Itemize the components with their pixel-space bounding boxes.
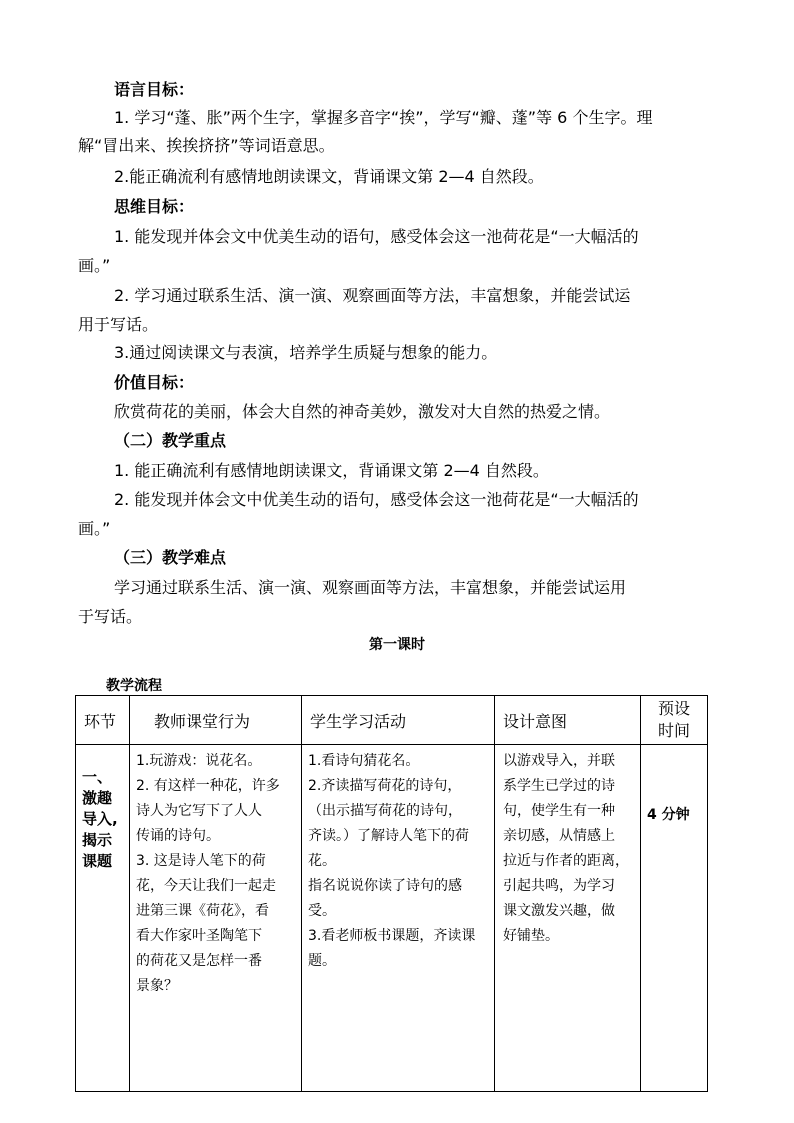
header-time-line-2: 时间 (657, 721, 690, 740)
header-stage: 环节 (76, 696, 130, 745)
design-line: 以游戏导入，并联 (503, 753, 615, 769)
language-goal-heading: 语言目标： (114, 80, 195, 99)
difficulties-heading: （三）教学难点 (114, 548, 227, 567)
key-point-2-cont: 画。” (78, 519, 111, 538)
student-line: 指名说说你读了诗句的感 (308, 878, 462, 894)
teacher-line: 传诵的诗句。 (136, 828, 220, 844)
thinking-goal-2: 2. 学习通过联系生活、演一演、观察画面等方法，丰富想象，并能尝试运 (114, 286, 631, 305)
teacher-line: 景象？ (136, 978, 178, 994)
teacher-line: 的荷花又是怎样一番 (136, 953, 262, 969)
student-cell (302, 745, 495, 1092)
stage-line: 导入, (82, 810, 118, 828)
thinking-goal-heading: 思维目标： (114, 197, 195, 216)
student-line: 题。 (308, 953, 336, 969)
teacher-line: 3. 这是诗人笔下的荷 (136, 853, 266, 869)
flow-label: 教学流程 (106, 678, 162, 694)
language-goal-2: 2.能正确流利有感情地朗读课文，背诵课文第 2—4 自然段。 (114, 167, 544, 186)
thinking-goal-2-cont: 用于写话。 (78, 315, 159, 334)
student-line: 1.看诗句猜花名。 (308, 753, 420, 769)
header-teacher: 教师课堂行为 (130, 696, 302, 745)
stage-line: 一、 (82, 768, 113, 786)
header-time (641, 696, 708, 745)
teacher-line: 进第三课《荷花》，看 (136, 903, 269, 919)
design-line: 系学生已学过的诗 (503, 778, 615, 794)
teacher-line: 花，今天让我们一起走 (136, 878, 276, 894)
student-line: 受。 (308, 903, 336, 919)
design-line: 句，使学生有一种 (503, 803, 615, 819)
table-row (76, 745, 708, 1092)
teaching-flow-table (75, 695, 708, 1092)
student-line: （出示描写荷花的诗句， (308, 803, 462, 819)
table-header-row (76, 696, 708, 745)
design-line: 亲切感，从情感上 (503, 828, 615, 844)
design-line: 拉近与作者的距离， (503, 853, 629, 869)
time-cell: 4 分钟 (641, 745, 708, 1092)
header-student: 学生学习活动 (302, 696, 495, 745)
teacher-line: 诗人为它写下了人人 (136, 803, 262, 819)
language-goal-1-cont: 解“冒出来、挨挨挤挤”等词语意思。 (78, 136, 335, 155)
teacher-line: 看大作家叶圣陶笔下 (136, 928, 262, 944)
design-line: 好铺垫。 (503, 928, 559, 944)
thinking-goal-3: 3.通过阅读课文与表演，培养学生质疑与想象的能力。 (114, 343, 498, 362)
language-goal-1: 1. 学习“蓬、胀”两个生字，掌握多音字“挨”，学写“瓣、蓬”等 6 个生字。理 (114, 108, 653, 127)
student-line: 花。 (308, 853, 336, 869)
header-time-line-1: 预设 (657, 699, 690, 718)
design-cell (495, 745, 641, 1092)
stage-line: 课题 (82, 852, 113, 870)
header-design: 设计意图 (495, 696, 641, 745)
difficulty-text: 学习通过联系生活、演一演、观察画面等方法，丰富想象，并能尝试运用 (114, 578, 627, 597)
key-point-1: 1. 能正确流利有感情地朗读课文，背诵课文第 2—4 自然段。 (114, 461, 549, 480)
design-line: 课文激发兴趣，做 (503, 903, 615, 919)
difficulty-text-cont: 于写话。 (78, 607, 143, 626)
thinking-goal-1-cont: 画。” (78, 256, 111, 275)
student-line: 3.看老师板书课题，齐读课 (308, 928, 476, 944)
student-line: 齐读。）了解诗人笔下的荷 (308, 828, 469, 844)
thinking-goal-1: 1. 能发现并体会文中优美生动的语句，感受体会这一池荷花是“一大幅活的 (114, 227, 639, 246)
stage-line: 激趣 (82, 789, 113, 807)
design-line: 引起共鸣，为学习 (503, 878, 615, 894)
key-point-2: 2. 能发现并体会文中优美生动的语句，感受体会这一池荷花是“一大幅活的 (114, 490, 639, 509)
key-points-heading: （二）教学重点 (114, 431, 227, 450)
teacher-line: 1.玩游戏：说花名。 (136, 753, 262, 769)
value-goal-1: 欣赏荷花的美丽，体会大自然的神奇美妙，激发对大自然的热爱之情。 (114, 402, 611, 421)
teacher-line: 2. 有这样一种花，许多 (136, 778, 280, 794)
stage-line: 揭示 (82, 831, 113, 849)
teacher-cell (130, 745, 302, 1092)
value-goal-heading: 价值目标： (114, 373, 195, 392)
lesson-title: 第一课时 (369, 637, 425, 653)
student-line: 2.齐读描写荷花的诗句， (308, 778, 462, 794)
stage-cell (76, 745, 130, 1092)
